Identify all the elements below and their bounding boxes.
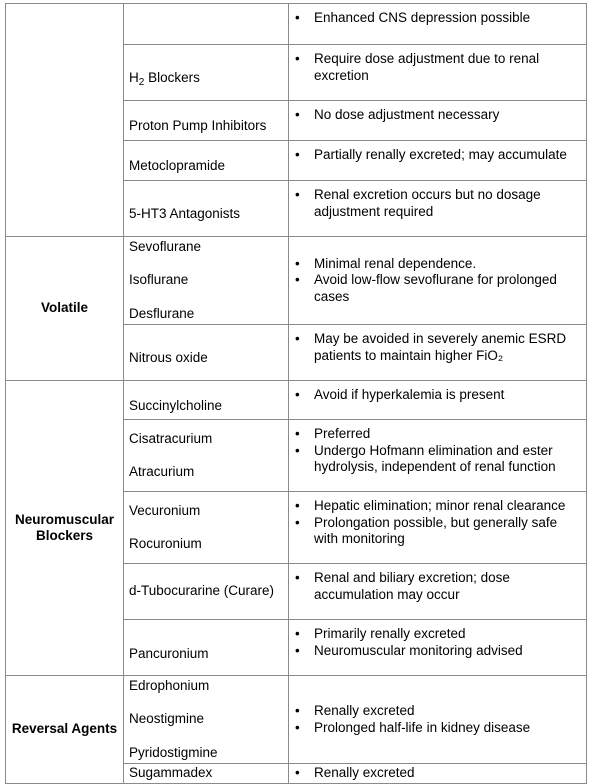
note-item: • Neuromuscular monitoring advised — [293, 643, 581, 660]
drug-name: Pancuronium — [129, 646, 209, 662]
note-item: • Hepatic elimination; minor renal clearance — [293, 498, 581, 515]
drug-name: Nitrous oxide — [129, 350, 208, 366]
drug-cell — [124, 492, 289, 564]
drug-name: $H_2$ Blockers — [129, 70, 200, 89]
drug-name: Succinylcholine — [129, 397, 223, 413]
notes-cell — [289, 141, 587, 181]
notes-cell — [289, 381, 587, 420]
notes-cell — [289, 101, 587, 141]
note-item: • Preferred — [293, 426, 581, 443]
note-item: • Prolonged half-life in kidney disease — [293, 720, 581, 737]
drug-name: Desflurane — [129, 305, 195, 321]
drug-name: Sugammadex — [129, 765, 213, 781]
note-item: • Renal and biliary excretion; dose accumulation may occur — [293, 570, 581, 603]
note-item: • Minimal renal dependence. — [293, 256, 581, 273]
drug-cell — [124, 420, 289, 492]
notes-cell — [289, 45, 587, 101]
notes-cell — [289, 4, 587, 45]
drug-name: Vecuronium — [129, 502, 201, 518]
drug-cell — [124, 676, 289, 764]
drug-cell — [124, 620, 289, 676]
category-cell — [6, 4, 124, 237]
drug-cell — [124, 141, 289, 181]
note-item: • Renal excretion occurs but no dosage adjustment required — [293, 187, 581, 220]
drug-cell — [124, 381, 289, 420]
drug-cell — [124, 45, 289, 101]
drug-name: Sevoflurane — [129, 238, 202, 254]
category-reversal: Reversal Agents — [6, 676, 124, 784]
notes-cell — [289, 620, 587, 676]
notes-cell — [289, 181, 587, 237]
drug-cell — [124, 101, 289, 141]
drug-name: Edrophonium — [129, 677, 210, 693]
notes-cell — [289, 564, 587, 620]
table-row — [6, 237, 587, 325]
notes-cell — [289, 325, 587, 381]
drug-renal-table — [5, 3, 587, 784]
notes-cell — [289, 764, 587, 784]
drug-name: 5-HT3 Antagonists — [129, 206, 241, 222]
drug-name: Metoclopramide — [129, 158, 226, 174]
notes-cell — [289, 676, 587, 764]
note-item: • Enhanced CNS depression possible — [293, 10, 581, 27]
drug-cell — [124, 325, 289, 381]
note-item: • Prolongation possible, but generally safe with monitoring — [293, 515, 581, 548]
note-item: • Avoid low-flow sevoflurane for prolonged cases — [293, 272, 581, 305]
note-item: • No dose adjustment necessary — [293, 107, 581, 124]
table-row — [6, 4, 587, 45]
notes-cell — [289, 492, 587, 564]
notes-cell — [289, 420, 587, 492]
drug-cell — [124, 564, 289, 620]
note-item: • Renally excreted — [293, 703, 581, 720]
note-item: • Primarily renally excreted — [293, 626, 581, 643]
drug-name: d-Tubocurarine (Curare) — [129, 583, 275, 599]
category-volatile: Volatile — [6, 237, 124, 381]
note-item: • Undergo Hofmann elimination and ester hydrolysis, independent of renal function — [293, 443, 581, 476]
drug-cell — [124, 237, 289, 325]
drug-cell — [124, 181, 289, 237]
table-row — [6, 676, 587, 764]
drug-name: Neostigmine — [129, 711, 205, 727]
drug-name: Rocuronium — [129, 536, 202, 551]
notes-cell — [289, 237, 587, 325]
drug-name: Pyridostigmine — [129, 744, 218, 760]
note-item: • Require dose adjustment due to renal excretion — [293, 51, 581, 84]
drug-name: Atracurium — [129, 464, 195, 479]
drug-cell — [124, 4, 289, 45]
note-item: • May be avoided in severely anemic ESRD patients to maintain higher FiO₂ — [293, 331, 581, 364]
table-row — [6, 381, 587, 420]
drug-name: Isoflurane — [129, 272, 189, 288]
note-item: • Avoid if hyperkalemia is present — [293, 387, 581, 404]
note-item: • Partially renally excreted; may accumulate — [293, 147, 581, 164]
note-item: • Renally excreted — [293, 765, 581, 782]
drug-cell — [124, 764, 289, 784]
drug-name: Proton Pump Inhibitors — [129, 118, 267, 134]
drug-name: Cisatracurium — [129, 430, 213, 446]
category-neuromuscular: Neuromuscular Blockers — [6, 381, 124, 676]
